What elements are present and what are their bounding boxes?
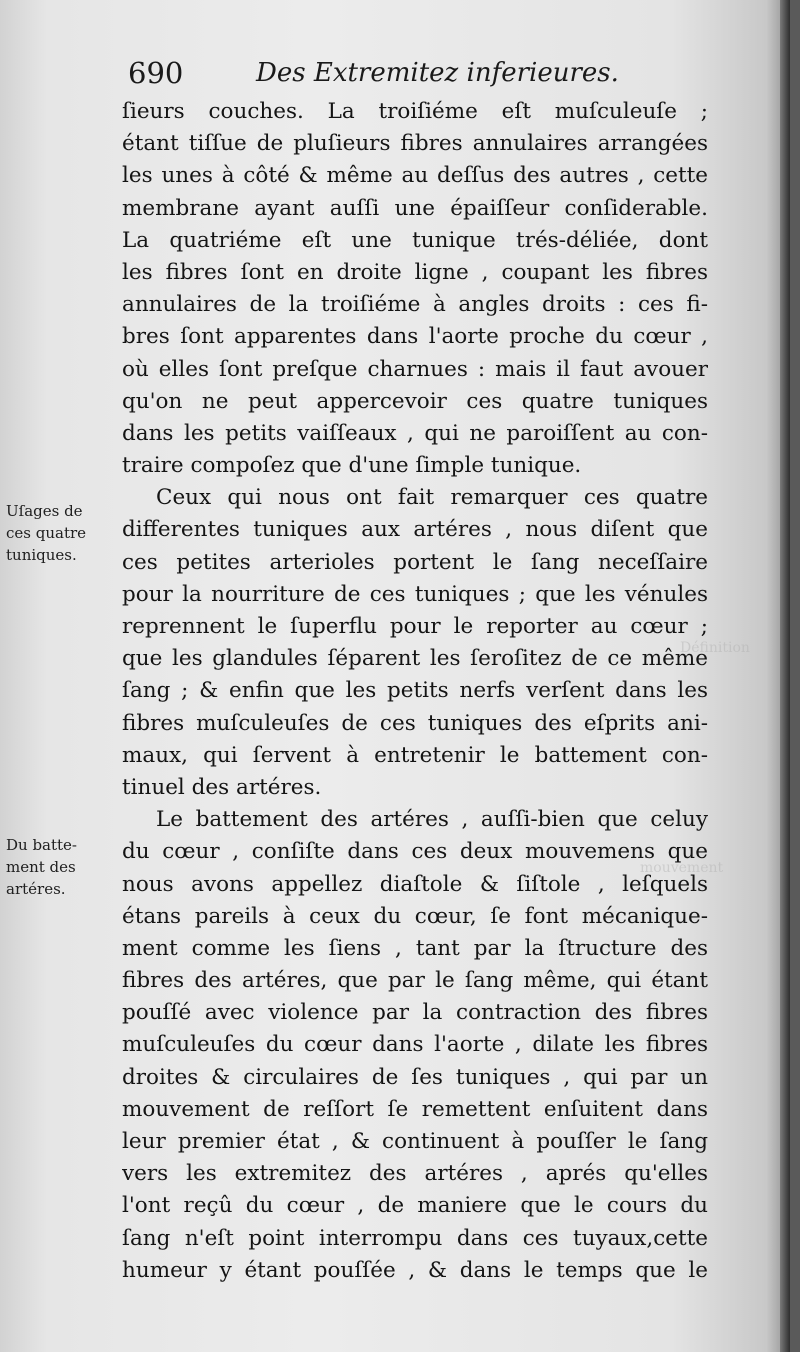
page-header bbox=[128, 56, 718, 100]
text-line: les fibres ſont en droite ligne , coupant les fibres bbox=[122, 259, 708, 285]
text-line: muſculeuſes du cœur dans l'aorte , dilate les fibres bbox=[122, 1032, 708, 1058]
text-line: droites & circulaires de ſes tuniques , qui par un bbox=[122, 1064, 708, 1090]
text-line: qu'on ne peut appercevoir ces quatre tuniques bbox=[122, 388, 708, 414]
text-line: Le battement des artéres , auſſi-bien que celuy bbox=[156, 807, 708, 833]
text-line: mouvement de reſſort ſe remettent enſuitent dans bbox=[122, 1096, 708, 1122]
text-line: La quatriéme eſt une tunique trés-déliée, dont bbox=[122, 227, 708, 253]
text-line: humeur y étant pouſſée , & dans le temps que le bbox=[122, 1257, 708, 1283]
text-line: ſieurs couches. La troiſiéme eſt muſculeuſe ; bbox=[122, 99, 708, 124]
book-spine-shadow bbox=[780, 0, 790, 1352]
text-line: vers les extremitez des artéres , aprés qu'elles bbox=[122, 1161, 708, 1187]
text-line: l'ont reçû du cœur , de maniere que le cours du bbox=[122, 1193, 708, 1219]
text-line: annulaires de la troiſiéme à angles droits : ces fi- bbox=[122, 292, 708, 318]
page-number: 690 bbox=[128, 56, 184, 90]
margin-note-line: ces quatre bbox=[6, 524, 87, 542]
text-line: bres ſont apparentes dans l'aorte proche du cœur , bbox=[122, 324, 708, 350]
text-line: leur premier état , & continuent à pouſſer le ſang bbox=[122, 1129, 708, 1154]
margin-note-line: tuniques. bbox=[6, 546, 77, 564]
text-line: tinuel des artéres. bbox=[122, 774, 322, 800]
show-through-text: mouvement bbox=[640, 860, 724, 876]
body-text bbox=[122, 96, 708, 1287]
text-line: differentes tuniques aux artéres , nous diſent que bbox=[122, 517, 708, 543]
text-line: du cœur , conſiſte dans ces deux mouvemens que bbox=[122, 839, 708, 865]
text-line: reprennent le ſuperflu pour le reporter au cœur ; bbox=[122, 614, 708, 639]
text-line: traire compoſez que d'une ſimple tunique. bbox=[122, 453, 582, 479]
text-line: membrane ayant auſſi une épaiſſeur conſiderable. bbox=[122, 195, 708, 221]
text-line: étans pareils à ceux du cœur, ſe font mécanique- bbox=[122, 903, 708, 929]
text-line: ſang n'eſt point interrompu dans ces tuyaux,cette bbox=[122, 1225, 708, 1251]
text-line: ces petites arterioles portent le ſang neceſſaire bbox=[122, 549, 708, 575]
text-line: où elles ſont preſque charnues : mais il faut avouer bbox=[122, 356, 708, 382]
margin-note-line: Du batte- bbox=[6, 836, 78, 854]
text-line: ſang ; & enfin que les petits nerfs verſent dans les bbox=[122, 678, 708, 704]
show-through-text: Définition bbox=[680, 640, 750, 656]
text-line: ment comme les ſiens , tant par la ſtructure des bbox=[122, 935, 708, 961]
text-line: dans les petits vaiſſeaux , qui ne paroiſſent au con- bbox=[122, 420, 708, 446]
margin-note-usages bbox=[6, 500, 118, 566]
text-line: les unes à côté & même au deſſus des autres , cette bbox=[122, 163, 708, 189]
text-line: nous avons appellez diaſtole & ſiſtole , leſquels bbox=[122, 871, 708, 897]
margin-note-line: ment des bbox=[6, 858, 76, 876]
text-line: que les glandules ſéparent les ſeroſitez de ce même bbox=[122, 646, 708, 672]
text-line: fibres muſculeuſes de ces tuniques des eſprits ani- bbox=[122, 710, 708, 736]
margin-note-line: artéres. bbox=[6, 880, 66, 898]
text-line: Ceux qui nous ont fait remarquer ces quatre bbox=[156, 485, 708, 511]
text-line: pouſſé avec violence par la contraction des fibres bbox=[122, 1000, 708, 1026]
text-line: fibres des artéres, que par le ſang même, qui étant bbox=[122, 968, 708, 994]
margin-note-battement bbox=[6, 834, 118, 900]
text-line: maux, qui ſervent à entretenir le battement con- bbox=[122, 742, 708, 768]
text-line: pour la nourriture de ces tuniques ; que les vénules bbox=[122, 581, 708, 607]
text-line: étant tiſſue de pluſieurs fibres annulaires arrangées bbox=[122, 131, 708, 157]
running-title: Des Extremitez inferieures. bbox=[256, 58, 619, 88]
margin-note-line: Uſages de bbox=[6, 502, 83, 520]
